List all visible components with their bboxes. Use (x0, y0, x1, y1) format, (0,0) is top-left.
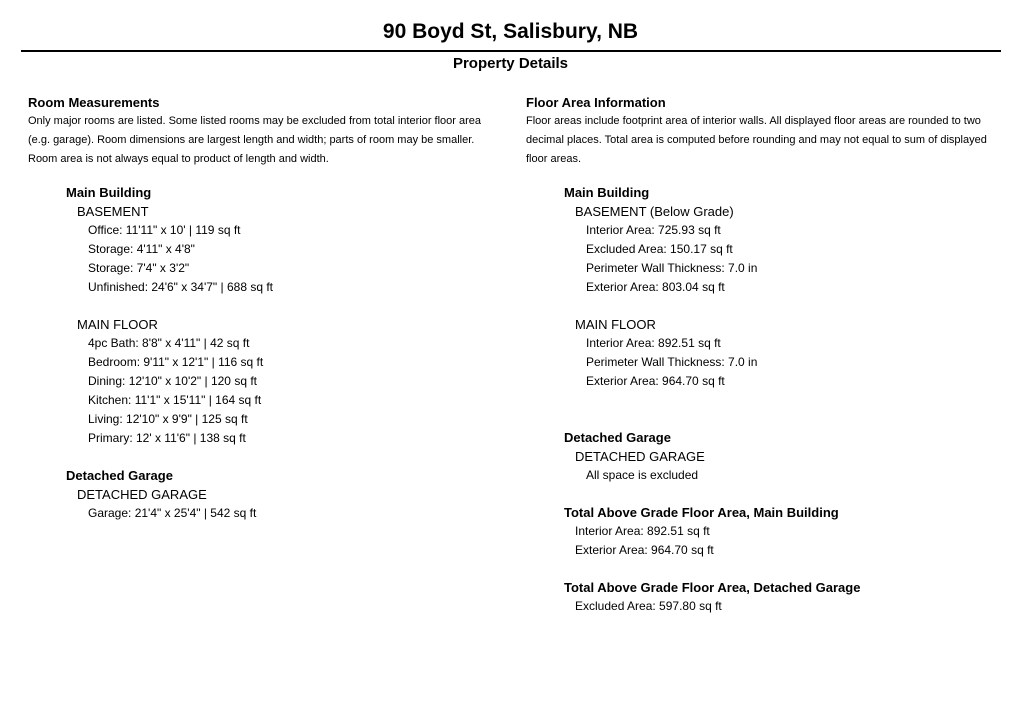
room-item: Bedroom: 9'11" x 12'1" | 116 sq ft (88, 355, 264, 369)
room-item: Storage: 4'11" x 4'8" (88, 242, 195, 256)
area-main-building (564, 183, 1006, 616)
building-name: Main Building (66, 185, 152, 200)
total-main-items (575, 522, 1006, 560)
note-line: Floor areas include footprint area of interior walls. All displayed floor areas are rounded to two (526, 115, 981, 127)
area-item: Perimeter Wall Thickness: 7.0 in (586, 261, 758, 275)
floor-name: MAIN FLOOR (575, 317, 656, 332)
room-item: Kitchen: 11'1" x 15'11" | 164 sq ft (88, 393, 262, 407)
note-line: Only major rooms are listed. Some listed rooms may be excluded from total interior floor area (28, 115, 482, 127)
total-garage-title: Total Above Grade Floor Area, Detached Garage (564, 580, 861, 595)
floor-area-section (526, 94, 1006, 616)
floor-area-note (526, 112, 1006, 169)
rooms-basement (77, 202, 498, 297)
title-divider (21, 50, 1001, 52)
area-item: Exterior Area: 964.70 sq ft (575, 543, 714, 557)
area-detached-garage (575, 447, 1006, 485)
note-line: floor areas. (526, 153, 582, 165)
room-item: Living: 12'10" x 9'9" | 125 sq ft (88, 412, 248, 426)
area-item: Excluded Area: 150.17 sq ft (586, 242, 733, 256)
area-item: Exterior Area: 964.70 sq ft (586, 374, 725, 388)
area-item: Perimeter Wall Thickness: 7.0 in (586, 355, 758, 369)
room-item: Dining: 12'10" x 10'2" | 120 sq ft (88, 374, 257, 388)
total-main-title: Total Above Grade Floor Area, Main Building (564, 505, 839, 520)
area-item: Interior Area: 892.51 sq ft (586, 336, 721, 350)
room-item: Storage: 7'4" x 3'2" (88, 261, 190, 275)
page-subtitle: Property Details (452, 55, 569, 72)
note-line: (e.g. garage). Room dimensions are largest length and width; parts of room may be smaller. (28, 134, 475, 146)
room-item: Garage: 21'4" x 25'4" | 542 sq ft (88, 506, 257, 520)
room-item: Primary: 12' x 11'6" | 138 sq ft (88, 431, 246, 445)
building-name: Detached Garage (66, 468, 173, 483)
area-item: All space is excluded (586, 468, 699, 482)
rooms-main-floor (77, 315, 498, 448)
room-measurements-note (28, 112, 498, 169)
rooms-detached-garage (77, 485, 498, 523)
area-item: Excluded Area: 597.80 sq ft (575, 599, 722, 613)
area-main-floor (575, 315, 1006, 391)
floor-name: DETACHED GARAGE (575, 449, 705, 464)
floor-name: BASEMENT (77, 204, 149, 219)
floor-name: MAIN FLOOR (77, 317, 158, 332)
area-item: Exterior Area: 803.04 sq ft (586, 280, 725, 294)
room-item: Office: 11'11" x 10' | 119 sq ft (88, 223, 241, 237)
rooms-main-building (66, 183, 498, 523)
building-name: Main Building (564, 185, 650, 200)
note-line: decimal places. Total area is computed before rounding and may not equal to sum of displayed (526, 134, 987, 146)
total-garage-items (575, 597, 1006, 616)
note-line: Room area is not always equal to product of length and width. (28, 153, 329, 165)
room-measurements-title: Room Measurements (28, 95, 160, 110)
room-item: Unfinished: 24'6" x 34'7" | 688 sq ft (88, 280, 273, 294)
building-name: Detached Garage (564, 430, 671, 445)
floor-area-title: Floor Area Information (526, 95, 666, 110)
floor-name: BASEMENT (Below Grade) (575, 204, 734, 219)
area-item: Interior Area: 725.93 sq ft (586, 223, 721, 237)
page-title: 90 Boyd St, Salisbury, NB (382, 20, 639, 43)
area-basement (575, 202, 1006, 297)
room-measurements-section (28, 94, 498, 523)
floor-name: DETACHED GARAGE (77, 487, 207, 502)
room-item: 4pc Bath: 8'8" x 4'11" | 42 sq ft (88, 336, 250, 350)
area-item: Interior Area: 892.51 sq ft (575, 524, 710, 538)
